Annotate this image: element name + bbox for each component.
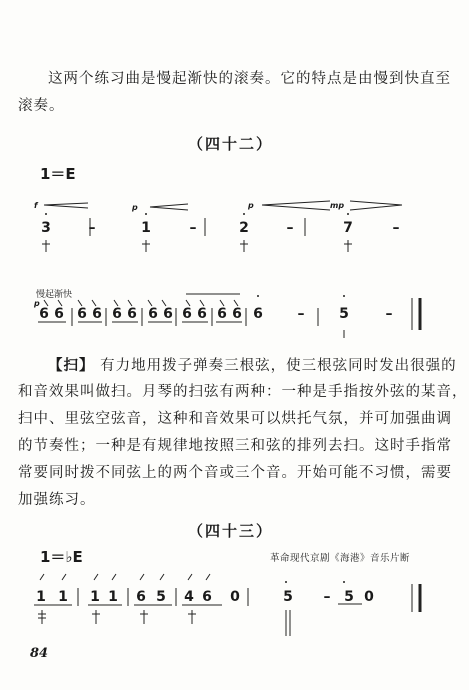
- note: 6: [92, 306, 102, 322]
- explanation-line-3: 扫中、里弦空弦音，这种和音效果可以烘托气氛，并可加强曲调: [18, 411, 452, 427]
- tempo-marking: 慢起渐快: [36, 290, 73, 300]
- note: 6: [202, 589, 212, 605]
- note: 2: [239, 220, 249, 236]
- note: 5: [339, 306, 349, 322]
- explanation-line-2: 和音效果叫做扫。月琴的扫弦有两种：一种是手指按外弦的某音，: [18, 384, 468, 400]
- dynamic-mark: f: [34, 201, 38, 210]
- note-dash: –: [189, 220, 197, 236]
- exercise-43-title: （四十三）: [188, 522, 274, 540]
- note: 6: [136, 589, 146, 605]
- note: 1: [90, 589, 100, 605]
- note: 6: [148, 306, 158, 322]
- note: 6: [182, 306, 192, 322]
- exercise-42-title: （四十二）: [188, 135, 274, 153]
- explanation-line-5: 常要同时拨不同弦上的两个音或三个音。开始可能不习惯，需要: [18, 465, 452, 481]
- note: 6: [54, 306, 64, 322]
- note: 6: [217, 306, 227, 322]
- dynamic-mark: p: [34, 299, 40, 308]
- note: 6: [112, 306, 122, 322]
- intro-line-2: 滚奏。: [18, 98, 65, 114]
- note-dash: –: [392, 220, 400, 236]
- note: 6: [77, 306, 87, 322]
- exercise-43-key: 1＝♭E: [40, 548, 83, 566]
- note-dash: –: [88, 220, 96, 236]
- dynamic-mark: p: [248, 201, 254, 210]
- note: 6: [253, 306, 263, 322]
- note-dash: –: [323, 589, 331, 605]
- dynamic-mark: mp: [330, 201, 345, 210]
- music-attribution: 革命现代京剧《海港》音乐片断: [270, 553, 411, 564]
- note: 1: [141, 220, 151, 236]
- intro-line-1: 这两个练习曲是慢起渐快的滚奏。它的特点是由慢到快直至: [48, 71, 451, 87]
- term-label: 【扫】: [48, 357, 95, 374]
- note: 4: [184, 589, 194, 605]
- explanation-line-6: 加强练习。: [18, 492, 96, 508]
- explanation-line-4: 的节奏性；一种是有规律地按照三和弦的排列去扫。这时手指常: [18, 438, 452, 454]
- note: 1: [36, 589, 46, 605]
- note: 0: [364, 589, 374, 605]
- note: 3: [41, 220, 51, 236]
- dynamic-mark: p: [132, 203, 138, 212]
- note-dash: –: [385, 306, 393, 322]
- note: 7: [343, 220, 353, 236]
- note-dash: –: [297, 306, 305, 322]
- note: 1: [58, 589, 68, 605]
- note: 6: [127, 306, 137, 322]
- exercise-42-key: 1＝E: [40, 165, 76, 183]
- note: 6: [232, 306, 242, 322]
- note: 5: [156, 589, 166, 605]
- note: 5: [283, 589, 293, 605]
- explanation-line-1: 【扫】 有力地用拨子弹奏三根弦，使三根弦同时发出很强的: [48, 357, 457, 374]
- note: 6: [197, 306, 207, 322]
- note: 5: [344, 589, 354, 605]
- note: 6: [163, 306, 173, 322]
- note: 0: [230, 589, 240, 605]
- note-dash: –: [286, 220, 294, 236]
- page-number: 84: [30, 646, 49, 661]
- note: 1: [108, 589, 118, 605]
- note: 6: [39, 306, 49, 322]
